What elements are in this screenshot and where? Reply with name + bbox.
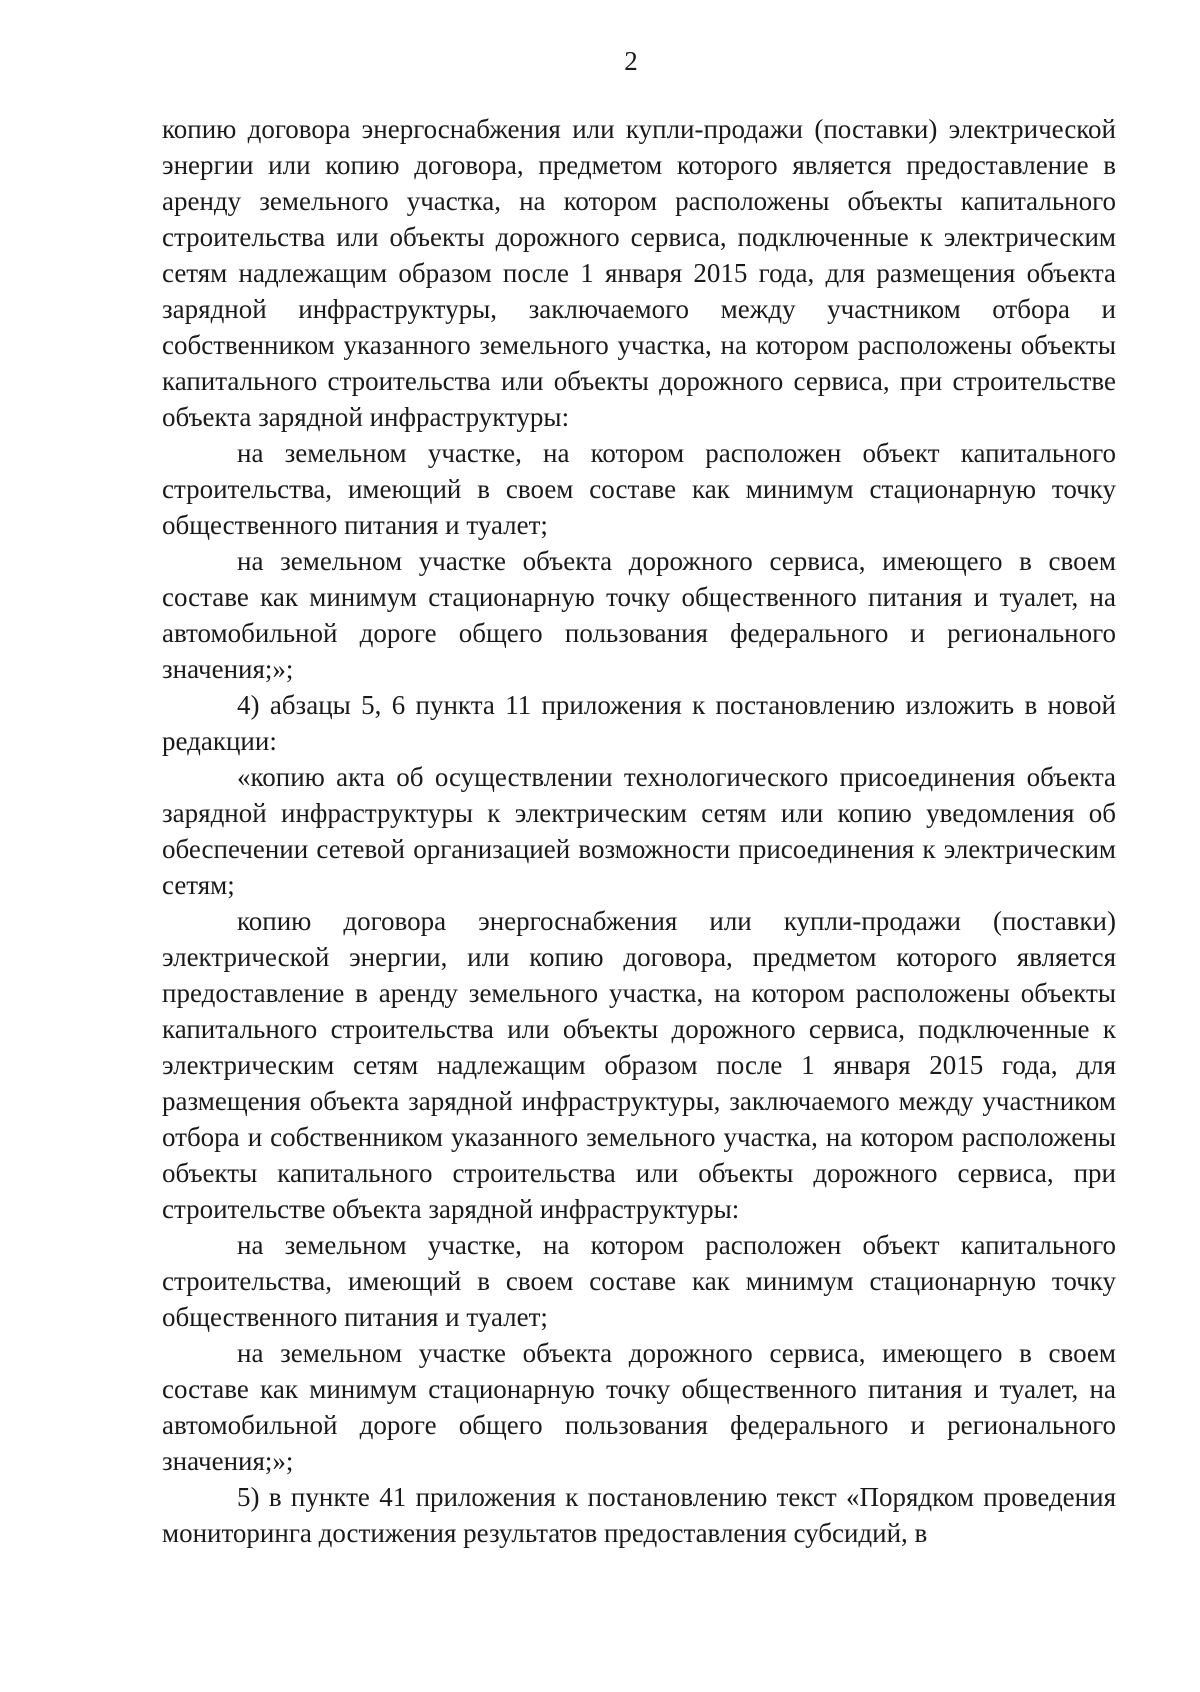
paragraph: на земельном участке объекта дорожного сервиса, имеющего в своем составе как минимум стационарную точку общественного питания и туалет, на автомобильной дороге общего пользования федерального и регионального значения;»;: [162, 1338, 1116, 1476]
paragraph: 5) в пункте 41 приложения к постановлению текст «Порядком проведения мониторинга достижения результатов предоставления субсидий, в: [162, 1482, 1116, 1548]
page-number: 2: [624, 46, 638, 76]
paragraph: на земельном участке объекта дорожного сервиса, имеющего в своем составе как минимум стационарную точку общественного питания и туалет, на автомобильной дороге общего пользования федерального и регионального значения;»;: [162, 546, 1116, 684]
paragraph: на земельном участке, на котором расположен объект капитального строительства, имеющий в своем составе как минимум стационарную точку общественного питания и туалет;: [162, 438, 1116, 540]
paragraph: «копию акта об осуществлении технологического присоединения объекта зарядной инфраструктуры к электрическим сетям или копию уведомления об обеспечении сетевой организацией возможности присоединения к электрическим сетям;: [162, 762, 1116, 900]
document-body: [162, 111, 1116, 1551]
paragraph: 4) абзацы 5, 6 пункта 11 приложения к постановлению изложить в новой редакции:: [162, 690, 1116, 756]
paragraph: копию договора энергоснабжения или купли-продажи (поставки) электрической энергии или копию договора, предметом которого является предоставление в аренду земельного участка, на котором расположены объекты капитального строительства или объекты дорожного сервиса, подключенные к электрическим сетям надлежащим образом после 1 января 2015 года, для размещения объекта зарядной инфраструктуры, заключаемого между участником отбора и собственником указанного земельного участка, на котором расположены объекты капитального строительства или объекты дорожного сервиса, при строительстве объекта зарядной инфраструктуры:: [162, 114, 1116, 432]
paragraph: копию договора энергоснабжения или купли-продажи (поставки) электрической энергии, или копию договора, предметом которого является предоставление в аренду земельного участка, на котором расположены объекты капитального строительства или объекты дорожного сервиса, подключенные к электрическим сетям надлежащим образом после 1 января 2015 года, для размещения объекта зарядной инфраструктуры, заключаемого между участником отбора и собственником указанного земельного участка, на котором расположены объекты капитального строительства или объекты дорожного сервиса, при строительстве объекта зарядной инфраструктуры:: [162, 906, 1116, 1224]
paragraph: на земельном участке, на котором расположен объект капитального строительства, имеющий в своем составе как минимум стационарную точку общественного питания и туалет;: [162, 1230, 1116, 1332]
